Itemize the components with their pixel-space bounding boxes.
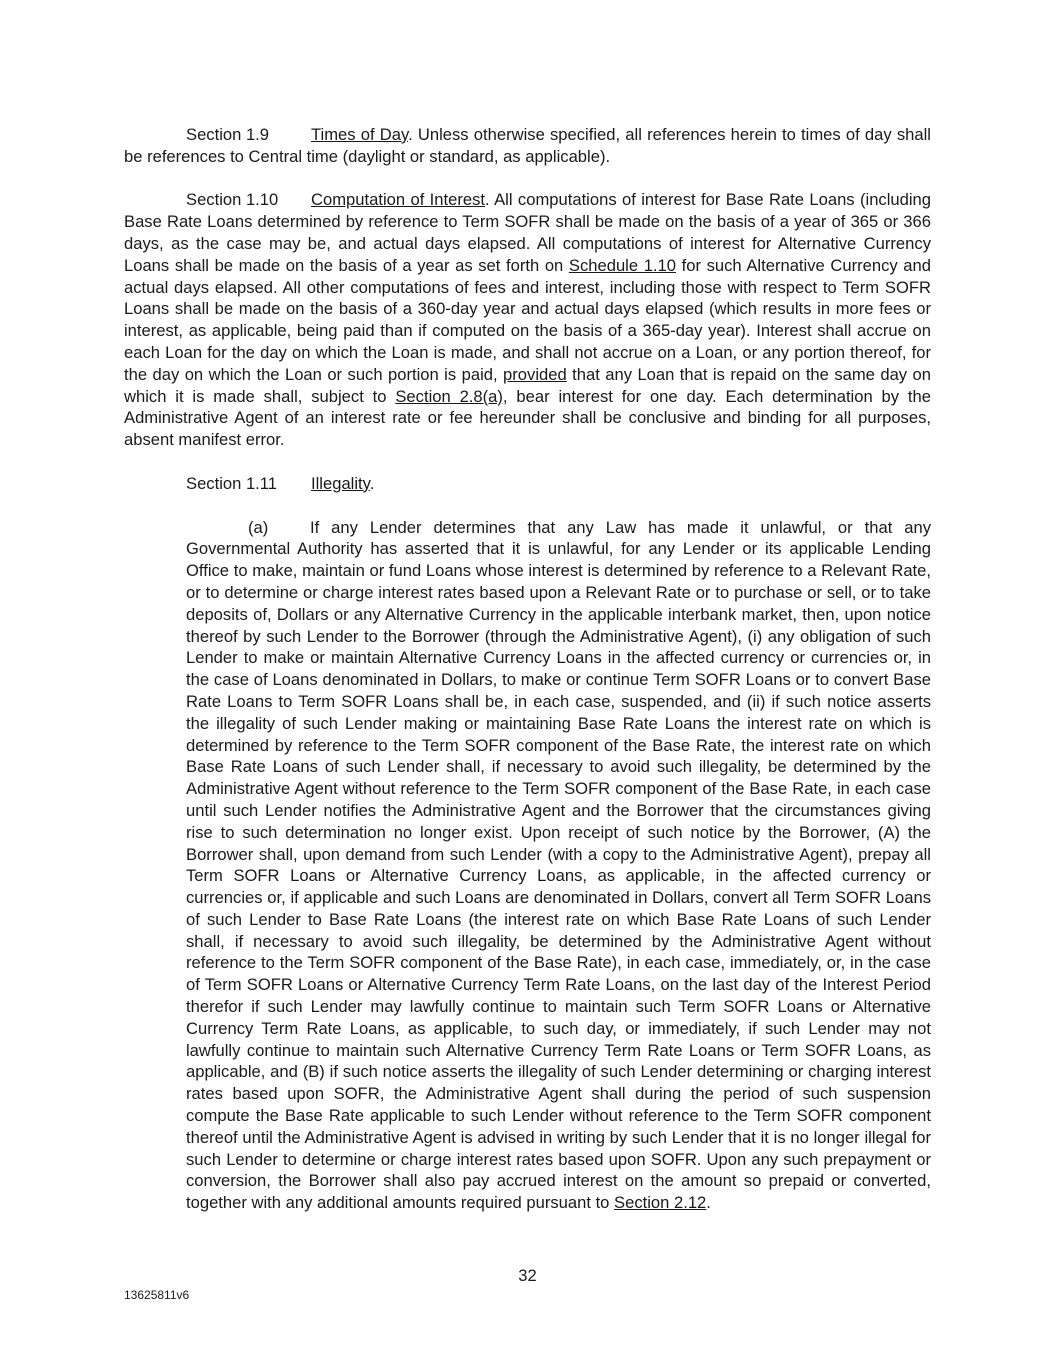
section-number: Section 1.9 [186,125,270,144]
subsection-body: . [706,1193,711,1213]
section-title: Times of Day [311,125,409,144]
section-title: Illegality [311,473,370,493]
document-id: 13625811v6 [124,1288,190,1302]
section-body: . Unless otherwise specified, all references herein to times of day shall be references to Central time (daylight or standard, as applicable). [124,125,931,166]
section-reference: Section 2.8(a) [395,386,503,406]
section-body: , bear interest for one day. Each determination by the Administrative Agent of an interest rate or fee hereunder shall be conclusive and binding for all purposes, absent manifest error. [124,386,932,450]
section-reference: Section 2.12 [614,1193,707,1213]
page-number: 32 [518,1266,537,1285]
section-number: Section 1.11 [186,473,278,493]
provided-term: provided [503,364,567,384]
subsection-label: (a) [248,517,269,537]
section-1-9 [124,124,931,168]
section-title: Computation of Interest [311,190,486,210]
schedule-reference: Schedule 1.10 [568,255,676,275]
section-number: Section 1.10 [186,190,279,210]
section-body: . All computations of interest for Base Rate Loans (including Base Rate Loans determined by reference to Term SOFR shall be made on the basis of a year of 365 or 366 days, as the case may be, and actual days elapsed. All computations of interest for Alternative Currency Loans shall be made on the basis of a year as set forth on [124,190,932,275]
section-body: that any Loan that is repaid on the same day on which it is made shall, subject to [124,364,931,406]
section-body: for such Alternative Currency and actual days elapsed. All other computations of fees and interest, including those with respect to Term SOFR Loans shall be made on the basis of a 360-day year and actual days elapsed (which results in more fees or interest, as applicable, being paid than if computed on the basis of a 365-day year). Interest shall accrue on each Loan for the day on which the Loan is made, and shall not accrue on a Loan, or any portion thereof, for the day on which the Loan or such portion is paid, [124,255,931,384]
section-title-period: . [369,473,375,493]
section-1-11-heading [124,473,931,495]
document-page [124,124,931,1236]
section-1-10 [124,189,931,451]
section-1-11-subsection-a [186,517,931,1215]
subsection-body: If any Lender determines that any Law has made it unlawful, or that any Governmental Authority has asserted that it is unlawful, for any Lender or its applicable Lending Office to make, maintain or fund Loans whose interest is determined by reference to a Relevant Rate, or to determine or charge interest rates based upon a Relevant Rate or to purchase or sell, or to take deposits of, Dollars or any Alternative Currency in the applicable interbank market, then, upon notice thereof by such Lender to the Borrower (through the Administrative Agent), (i) any obligation of such Lender to make or maintain Alternative Currency Loans in the affected currency or currencies or, in the case of Loans denominated in Dollars, to make or continue Term SOFR Loans or to convert Base Rate Loans to Term SOFR Loans shall be, in each case, suspended, and (ii) if such notice asserts the illegality of such Lender making or maintaining Base Rate Loans the interest rate on which is determined by reference to the Term SOFR component of the Base Rate, the interest rate on which Base Rate Loans of such Lender shall, if necessary to avoid such illegality, be determined by the Administrative Agent without reference to the Term SOFR component of the Base Rate, in each case until such Lender notifies the Administrative Agent and the Borrower that the circumstances giving rise to such determination no longer exist. Upon receipt of such notice by the Borrower, (A) the Borrower shall, upon demand from such Lender (with a copy to the Administrative Agent), prepay all Term SOFR Loans or Alternative Currency Loans, as applicable, in the affected currency or currencies or, if applicable and such Loans are denominated in Dollars, convert all Term SOFR Loans of such Lender to Base Rate Loans (the interest rate on which Base Rate Loans of such Lender shall, if necessary to avoid such illegality, be determined by the Administrative Agent without reference to the Term SOFR component of the Base Rate), in each case, immediately, or, in the case of Term SOFR Loans or Alternative Currency Term Rate Loans, on the last day of the Interest Period therefor if such Lender may lawfully continue to maintain such Term SOFR Loans or Alternative Currency Term Rate Loans, as applicable, to such day, or immediately, if such Lender may not lawfully continue to maintain such Alternative Currency Term Rate Loans or Term SOFR Loans, as applicable, and (B) if such notice asserts the illegality of such Lender determining or charging interest rates based upon SOFR, the Administrative Agent shall during the period of such suspension compute the Base Rate applicable to such Lender without reference to the Term SOFR component thereof until the Administrative Agent is advised in writing by such Lender that it is no longer illegal for such Lender to determine or charge interest rates based upon SOFR. Upon any such prepayment or conversion, the Borrower shall also pay accrued interest on the amount so prepaid or converted, together with any additional amounts required pursuant to [186,517,931,1213]
